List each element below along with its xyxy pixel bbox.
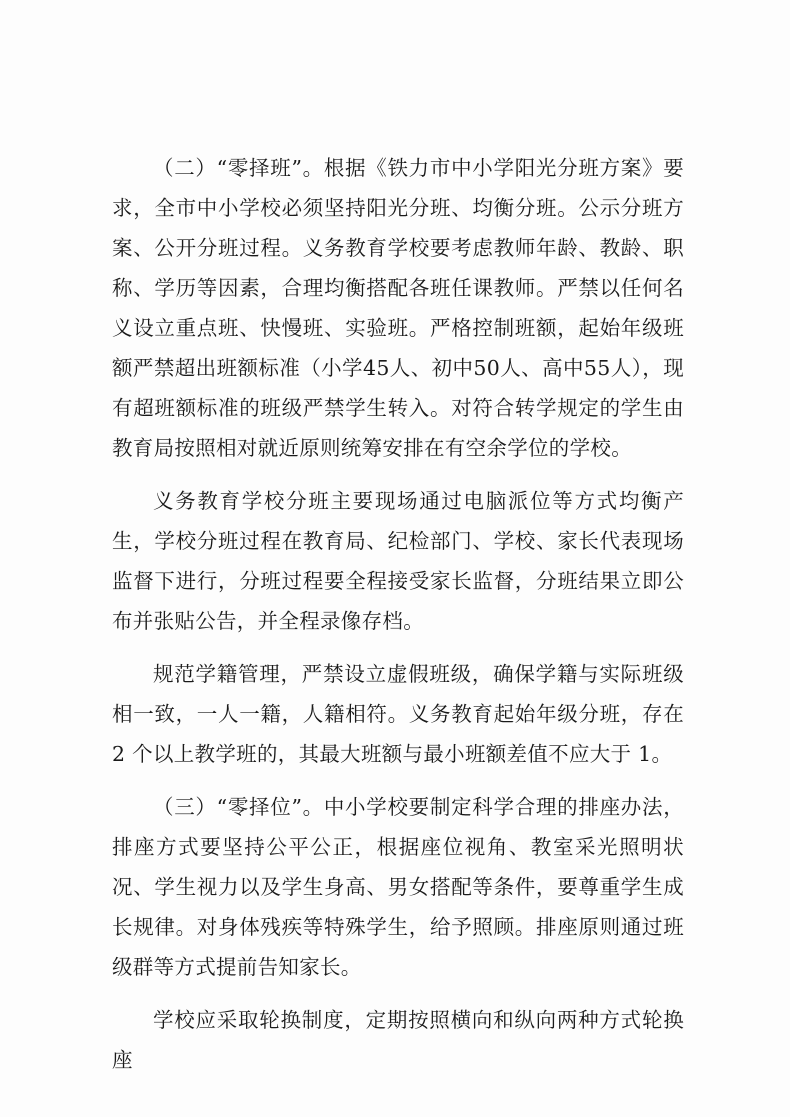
paragraph-student-registry: 规范学籍管理，严禁设立虚假班级，确保学籍与实际班级相一致，一人一籍，人籍相符。义务教育起始年级分班，存在 2 个以上教学班的，其最大班额与最小班额差值不应大于 1。 [112,662,684,766]
paragraph-zero-seat-selection: （三）“零择位”。中小学校要制定科学合理的排座办法，排座方式要坚持公平公正，根据座位视角、教室采光照明状况、学生视力以及学生身高、男女搭配等条件，要尊重学生成长规律。对身体残疾等特殊学生，给予照顾。排座原则通过班级群等方式提前告知家长。 [112,795,684,979]
paragraph-zero-class-selection: （二）“零择班”。根据《铁力市中小学阳光分班方案》要求，全市中小学校必须坚持阳光分班、均衡分班。公示分班方案、公开分班过程。义务教育学校要考虑教师年龄、教龄、职称、学历等因素，合理均衡搭配各班任课教师。严禁以任何名义设立重点班、快慢班、实验班。严格控制班额，起始年级班额严禁超出班额标准（小学45人、初中50人、高中55人），现有超班额标准的班级严禁学生转入。对符合转学规定的学生由教育局按照相对就近原则统筹安排在有空余学位的学校。 [112,156,684,460]
document-body [112,148,684,1080]
paragraph-seat-rotation: 学校应采取轮换制度，定期按照横向和纵向两种方式轮换座 [112,1008,684,1072]
paragraph-class-division-process: 义务教育学校分班主要现场通过电脑派位等方式均衡产生，学校分班过程在教育局、纪检部门、学校、家长代表现场监督下进行，分班过程要全程接受家长监督，分班结果立即公布并张贴公告，并全程录像存档。 [112,489,684,633]
